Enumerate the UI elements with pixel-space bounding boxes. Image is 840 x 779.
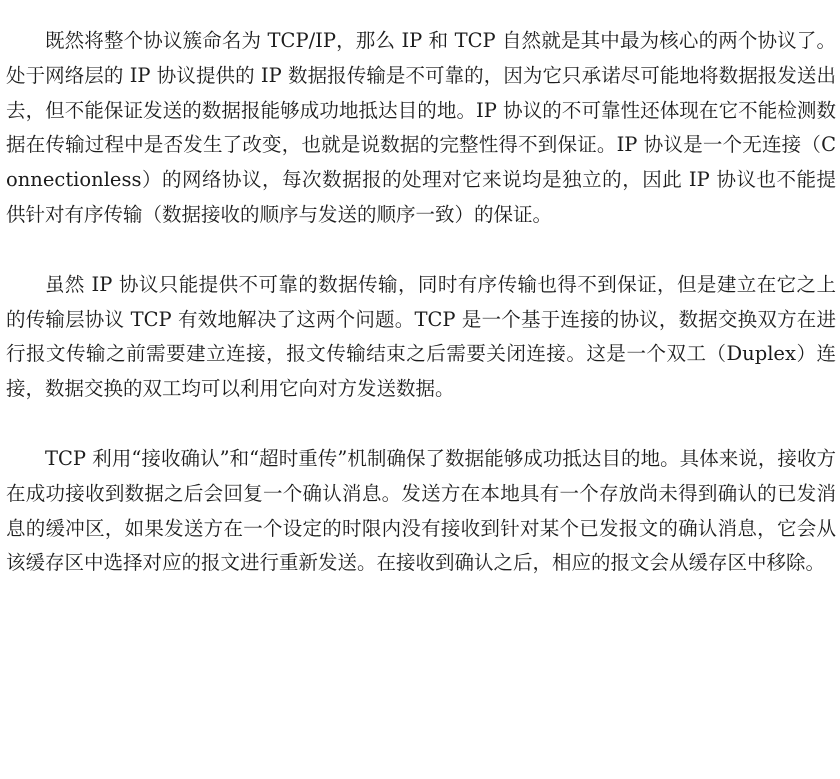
paragraph-ip-protocol: 既然将整个协议簇命名为 TCP/IP，那么 IP 和 TCP 自然就是其中最为核心的两个协议了。处于网络层的 IP 协议提供的 IP 数据报传输是不可靠的，因为它只承诺尽可能地将数据报发送出去，但不能保证发送的数据报能够成功地抵达目的地。IP 协议的不可靠性还体现在它不能检测数据在传输过程中是否发生了改变，也就是说数据的完整性得不到保证。IP 协议是一个无连接（Connectionless）的网络协议，每次数据报的处理对它来说均是独立的，因此 IP 协议也不能提供针对有序传输（数据接收的顺序与发送的顺序一致）的保证。 bbox=[6, 29, 836, 226]
paragraph-tcp-connection: 虽然 IP 协议只能提供不可靠的数据传输，同时有序传输也得不到保证，但是建立在它之上的传输层协议 TCP 有效地解决了这两个问题。TCP 是一个基于连接的协议，数据交换双方在进行报文传输之前需要建立连接，报文传输结束之后需要关闭连接。这是一个双工（Duplex）连接，数据交换的双工均可以利用它向对方发送数据。 bbox=[6, 272, 836, 401]
paragraph-tcp-retransmission: TCP 利用“接收确认”和“超时重传”机制确保了数据能够成功抵达目的地。具体来说，接收方在成功接收到数据之后会回复一个确认消息。发送方在本地具有一个存放尚未得到确认的已发消息的缓冲区，如果发送方在一个设定的时限内没有接收到针对某个已发报文的确认消息，它会从该缓存区中选择对应的报文进行重新发送。在接收到确认之后，相应的报文会从缓存区中移除。 bbox=[6, 446, 836, 575]
document-body bbox=[6, 24, 836, 581]
